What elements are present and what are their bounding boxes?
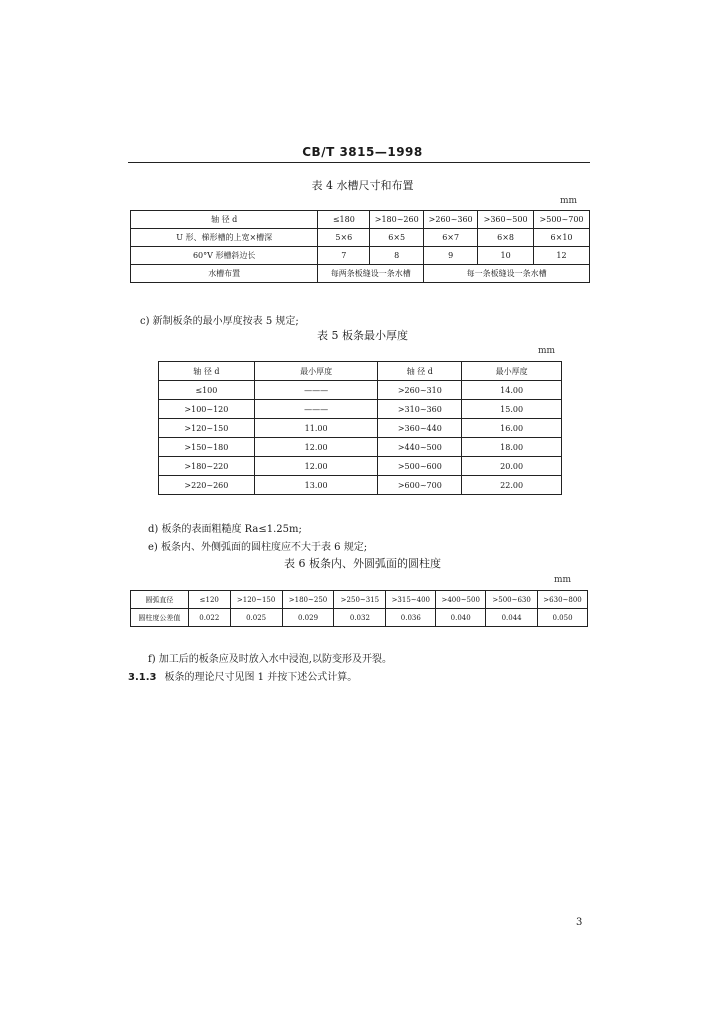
table-cell: 0.036: [386, 609, 436, 627]
table-cell: 圆弧直径: [131, 591, 189, 609]
table-cell: 每一条板缝设一条水槽: [424, 265, 590, 283]
section-text: 板条的理论尺寸见图 1 并按下述公式计算。: [164, 672, 358, 683]
paragraph-f: f) 加工后的板条应及时放入水中浸泡,以防变形及开裂。: [148, 654, 392, 665]
table-cell: ≤180: [318, 211, 370, 229]
table-row: [131, 211, 590, 229]
table-cell: 18.00: [462, 438, 562, 457]
table-cell: >260~360: [424, 211, 478, 229]
table-cell: >260~310: [378, 381, 462, 400]
table-cell: 22.00: [462, 476, 562, 495]
section-number: 3.1.3: [128, 672, 157, 683]
table-cell: 6×8: [478, 229, 534, 247]
table-row: [159, 419, 562, 438]
table-cell: >180~250: [282, 591, 334, 609]
table4-caption: 表 4 水槽尺寸和布置: [311, 179, 414, 192]
table-cell: >100~120: [159, 400, 255, 419]
table-header-cell: 轴 径 d: [159, 362, 255, 381]
table-cell: 0.025: [230, 609, 282, 627]
table-cell: 6×7: [424, 229, 478, 247]
table6-unit: mm: [554, 575, 572, 585]
table-cell: >500~700: [534, 211, 590, 229]
table-header-cell: 最小厚度: [254, 362, 378, 381]
table-cell: >600~700: [378, 476, 462, 495]
table-cell: >400~500: [436, 591, 486, 609]
table-cell: >315~400: [386, 591, 436, 609]
table-cell: 11.00: [254, 419, 378, 438]
table-cell: ≤100: [159, 381, 255, 400]
table-cell: >180~260: [370, 211, 424, 229]
table-cell: 9: [424, 247, 478, 265]
table-cell: 每两条板缝设一条水槽: [318, 265, 424, 283]
table-cell: ≤120: [188, 591, 230, 609]
table-cell: >360~440: [378, 419, 462, 438]
page-number: 3: [576, 917, 583, 928]
table-cell: >120~150: [159, 419, 255, 438]
table-cell: 16.00: [462, 419, 562, 438]
table-row: [159, 476, 562, 495]
document-header: CB/T 3815—1998: [302, 145, 423, 159]
table6: [130, 590, 588, 627]
table-cell: 14.00: [462, 381, 562, 400]
table-cell: 10: [478, 247, 534, 265]
table-row: [159, 400, 562, 419]
paragraph-d: d) 板条的表面粗糙度 Ra≤1.25m;: [148, 524, 302, 535]
table-cell: >630~800: [538, 591, 588, 609]
table-row: [159, 362, 562, 381]
table-row: [159, 438, 562, 457]
table-cell: 13.00: [254, 476, 378, 495]
table4: [130, 210, 590, 283]
table-cell: 圆柱度公差值: [131, 609, 189, 627]
table-cell: 7: [318, 247, 370, 265]
table-row: [131, 609, 588, 627]
table-cell: >440~500: [378, 438, 462, 457]
table-cell: 20.00: [462, 457, 562, 476]
table-cell: >180~220: [159, 457, 255, 476]
table-cell: 0.032: [334, 609, 386, 627]
table-row: [159, 381, 562, 400]
table4-unit: mm: [560, 196, 578, 206]
table-cell: >150~180: [159, 438, 255, 457]
table-cell: 60°V 形槽斜边长: [131, 247, 318, 265]
table-cell: >220~260: [159, 476, 255, 495]
table-cell: 6×10: [534, 229, 590, 247]
header-rule: [128, 162, 590, 163]
table-cell: 0.022: [188, 609, 230, 627]
table-row: [131, 265, 590, 283]
table-cell: >250~315: [334, 591, 386, 609]
table5: [158, 361, 562, 495]
table5-caption: 表 5 板条最小厚度: [317, 329, 408, 342]
table-cell: ———: [254, 400, 378, 419]
table6-caption: 表 6 板条内、外圆弧面的圆柱度: [284, 557, 441, 570]
table-cell: 0.044: [486, 609, 538, 627]
table-cell: 8: [370, 247, 424, 265]
table-cell: >500~600: [378, 457, 462, 476]
table-row: [131, 247, 590, 265]
table-cell: 0.029: [282, 609, 334, 627]
table-cell: 0.050: [538, 609, 588, 627]
section-3-1-3: [128, 668, 357, 683]
table-cell: 水槽布置: [131, 265, 318, 283]
table-row: [131, 229, 590, 247]
table-cell: >500~630: [486, 591, 538, 609]
table-cell: 12.00: [254, 438, 378, 457]
paragraph-e: e) 板条内、外侧弧面的圆柱度应不大于表 6 规定;: [148, 542, 368, 553]
table-row: [159, 457, 562, 476]
table-cell: 5×6: [318, 229, 370, 247]
table-cell: 0.040: [436, 609, 486, 627]
table-cell: 12.00: [254, 457, 378, 476]
table-cell: >360~500: [478, 211, 534, 229]
table-cell: U 形、梯形槽的上宽×槽深: [131, 229, 318, 247]
table-cell: 12: [534, 247, 590, 265]
table-cell: >310~360: [378, 400, 462, 419]
table-cell: ———: [254, 381, 378, 400]
table-cell: 轴 径 d: [131, 211, 318, 229]
table-header-cell: 最小厚度: [462, 362, 562, 381]
table-row: [131, 591, 588, 609]
table-cell: 6×5: [370, 229, 424, 247]
paragraph-c: c) 新制板条的最小厚度按表 5 规定;: [140, 316, 299, 327]
table5-unit: mm: [538, 346, 556, 356]
table-cell: >120~150: [230, 591, 282, 609]
table-header-cell: 轴 径 d: [378, 362, 462, 381]
table-cell: 15.00: [462, 400, 562, 419]
